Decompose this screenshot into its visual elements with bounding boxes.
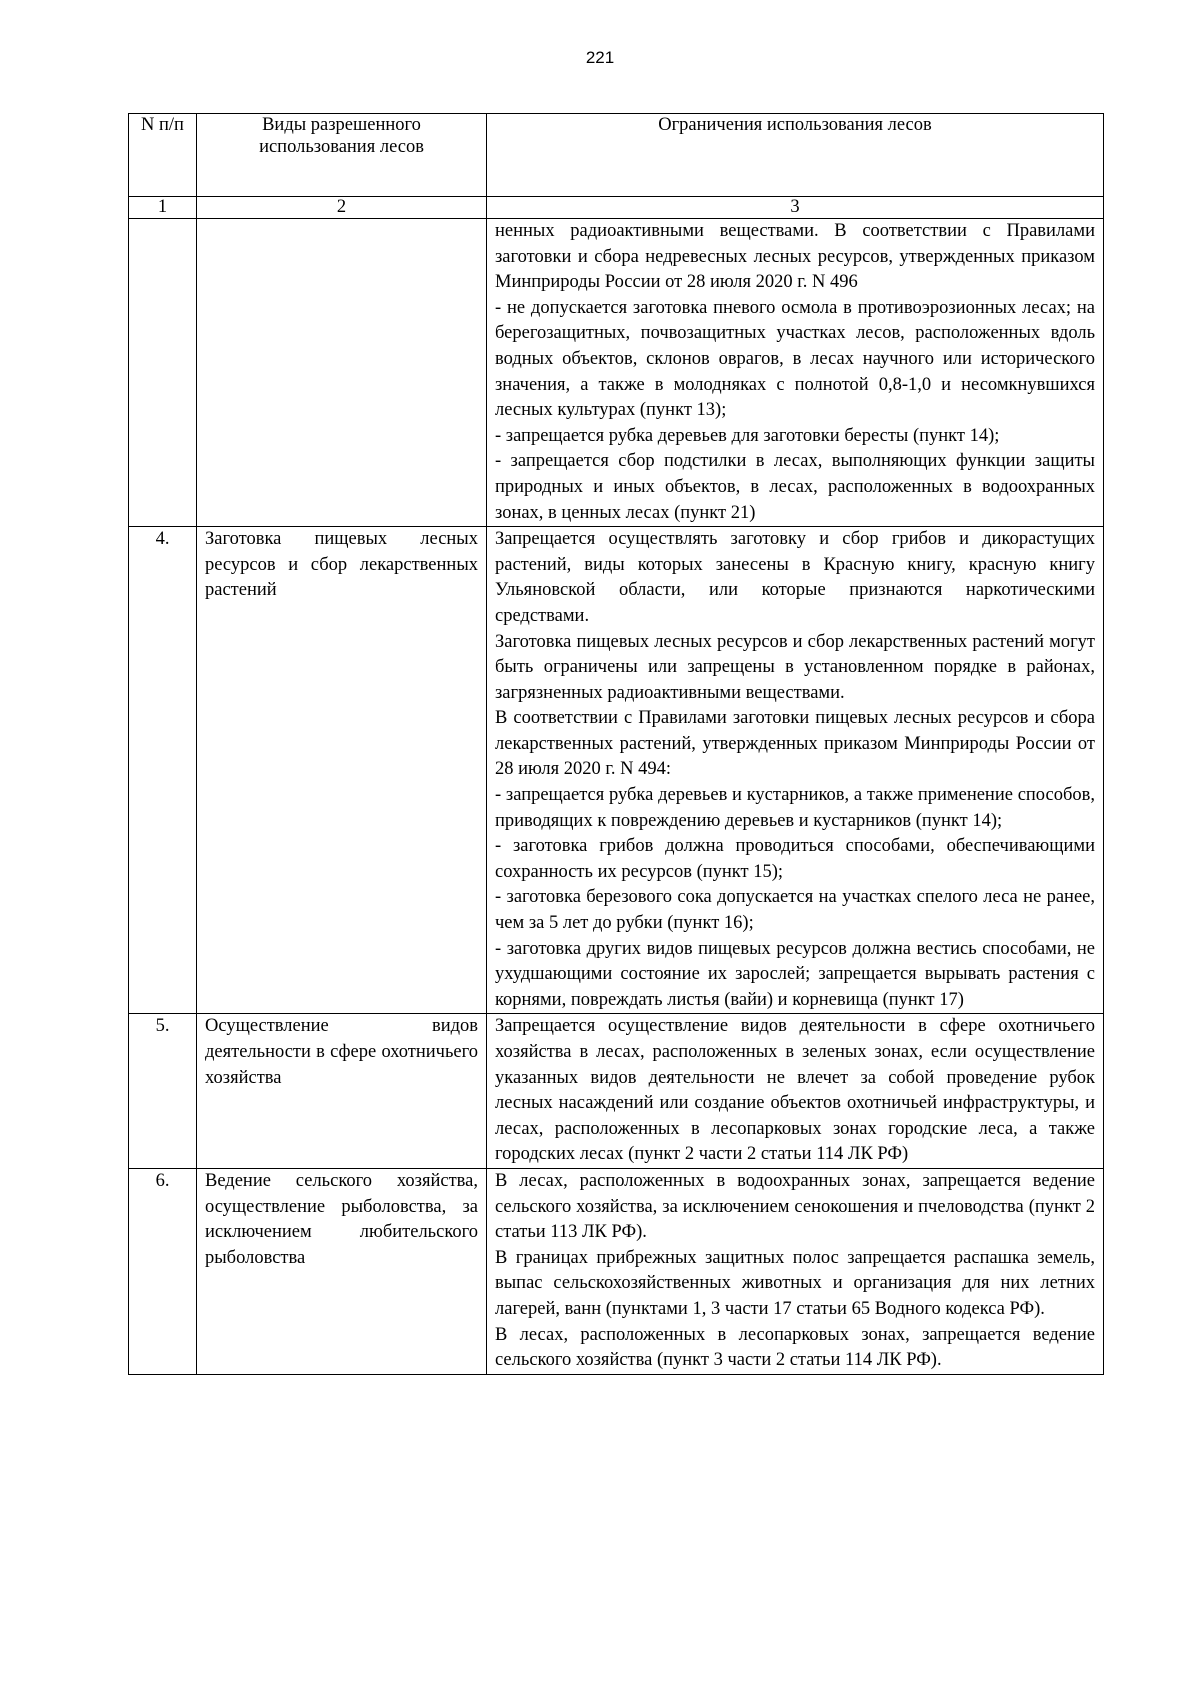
restrictions-cell xyxy=(487,219,1104,527)
row-number: 6. xyxy=(129,1168,197,1374)
column-number: 3 xyxy=(487,197,1104,219)
restriction-paragraph: В соответствии с Правилами заготовки пищевых лесных ресурсов и сбора лекарственных растений, утвержденных приказом Минприроды России от 28 июля 2020 г. N 494: xyxy=(495,708,1095,780)
header-usage-kind: Виды разрешенного использования лесов xyxy=(197,114,487,197)
header-number: N п/п xyxy=(129,114,197,197)
restriction-paragraph: - не допускается заготовка пневого осмола в противоэрозионных лесах; на берегозащитных, почвозащитных участках лесов, расположенных вдоль водных объектов, склонов оврагов, в лесах научного или исторического значения, а также в молодняках с полнотой 0,8-1,0 и несомкнувшихся лесных культурах (пункт 13); xyxy=(495,297,1095,421)
table-row xyxy=(129,527,1104,1014)
page-number: 221 xyxy=(585,48,615,67)
column-number: 1 xyxy=(129,197,197,219)
usage-kind: Осуществление видов деятельности в сфере охотничьего хозяйства xyxy=(197,1014,487,1169)
table-row xyxy=(129,1168,1104,1374)
restriction-paragraph: - заготовка других видов пищевых ресурсов должна вестись способами, не ухудшающими состояние их зарослей; запрещается вырывать растения с корнями, повреждать листья (вайи) и корневища (пункт 17) xyxy=(495,938,1095,1010)
column-number: 2 xyxy=(197,197,487,219)
restrictions-cell xyxy=(487,1014,1104,1169)
header-restrictions: Ограничения использования лесов xyxy=(487,114,1104,197)
restriction-paragraph: - запрещается рубка деревьев для заготовки бересты (пункт 14); xyxy=(495,425,1000,446)
usage-kind xyxy=(197,219,487,527)
usage-kind: Заготовка пищевых лесных ресурсов и сбор лекарственных растений xyxy=(197,527,487,1014)
restrictions-cell xyxy=(487,1168,1104,1374)
restriction-paragraph: В лесах, расположенных в водоохранных зонах, запрещается ведение сельского хозяйства, за исключением сенокошения и пчеловодства (пункт 2 статьи 113 ЛК РФ). xyxy=(495,1170,1095,1243)
restriction-paragraph: Заготовка пищевых лесных ресурсов и сбор лекарственных растений могут быть ограничены или запрещены в установленном порядке в районах, загрязненных радиоактивными веществами. xyxy=(495,631,1095,703)
row-number: 4. xyxy=(129,527,197,1014)
restriction-paragraph: - заготовка березового сока допускается на участках спелого леса не ранее, чем за 5 лет до рубки (пункт 16); xyxy=(495,887,1095,934)
restriction-paragraph: В лесах, расположенных в лесопарковых зонах, запрещается ведение сельского хозяйства (пункт 3 части 2 статьи 114 ЛК РФ). xyxy=(495,1324,1095,1371)
restriction-paragraph: Запрещается осуществление видов деятельности в сфере охотничьего хозяйства в лесах, расположенных в зеленых зонах, если осуществление указанных видов деятельности не влечет за собой проведение рубок лесных насаждений или создание объектов охотничьей инфраструктуры, и лесах, расположенных в лесопарковых зонах городские леса, а также городских лесах (пункт 2 части 2 статьи 114 ЛК РФ) xyxy=(495,1016,1095,1165)
row-number: 5. xyxy=(129,1014,197,1169)
restriction-paragraph: ненных радиоактивными веществами. В соответствии с Правилами заготовки и сбора недревесных лесных ресурсов, утвержденных приказом Минприроды России от 28 июля 2020 г. N 496 xyxy=(495,221,1095,293)
table-header-row xyxy=(129,114,1104,197)
restriction-paragraph: - запрещается рубка деревьев и кустарников, а также применение способов, приводящих к повреждению деревьев и кустарников (пункт 14); xyxy=(495,785,1095,831)
restrictions-table xyxy=(128,113,1104,1375)
restriction-paragraph: - заготовка грибов должна проводиться способами, обеспечивающими сохранность их ресурсов (пункт 15); xyxy=(495,836,1095,882)
restriction-paragraph: - запрещается сбор подстилки в лесах, выполняющих функции защиты природных и иных объектов, в лесах, расположенных в водоохранных зонах, в ценных лесах (пункт 21) xyxy=(495,451,1095,523)
table-body xyxy=(129,219,1104,1375)
restriction-paragraph: Запрещается осуществлять заготовку и сбор грибов и дикорастущих растений, виды которых занесены в Красную книгу, красную книгу Ульяновской области, или которые признаются наркотическими средствами. xyxy=(495,529,1095,626)
restriction-paragraph: В границах прибрежных защитных полос запрещается распашка земель, выпас сельскохозяйственных животных и организация для них летних лагерей, ванн (пунктами 1, 3 части 17 статьи 65 Водного кодекса РФ). xyxy=(495,1247,1095,1319)
restrictions-cell xyxy=(487,527,1104,1014)
row-number xyxy=(129,219,197,527)
table-row xyxy=(129,1014,1104,1169)
table-row xyxy=(129,219,1104,527)
column-number-row xyxy=(129,197,1104,219)
usage-kind: Ведение сельского хозяйства, осуществление рыболовства, за исключением любительского рыболовства xyxy=(197,1168,487,1374)
